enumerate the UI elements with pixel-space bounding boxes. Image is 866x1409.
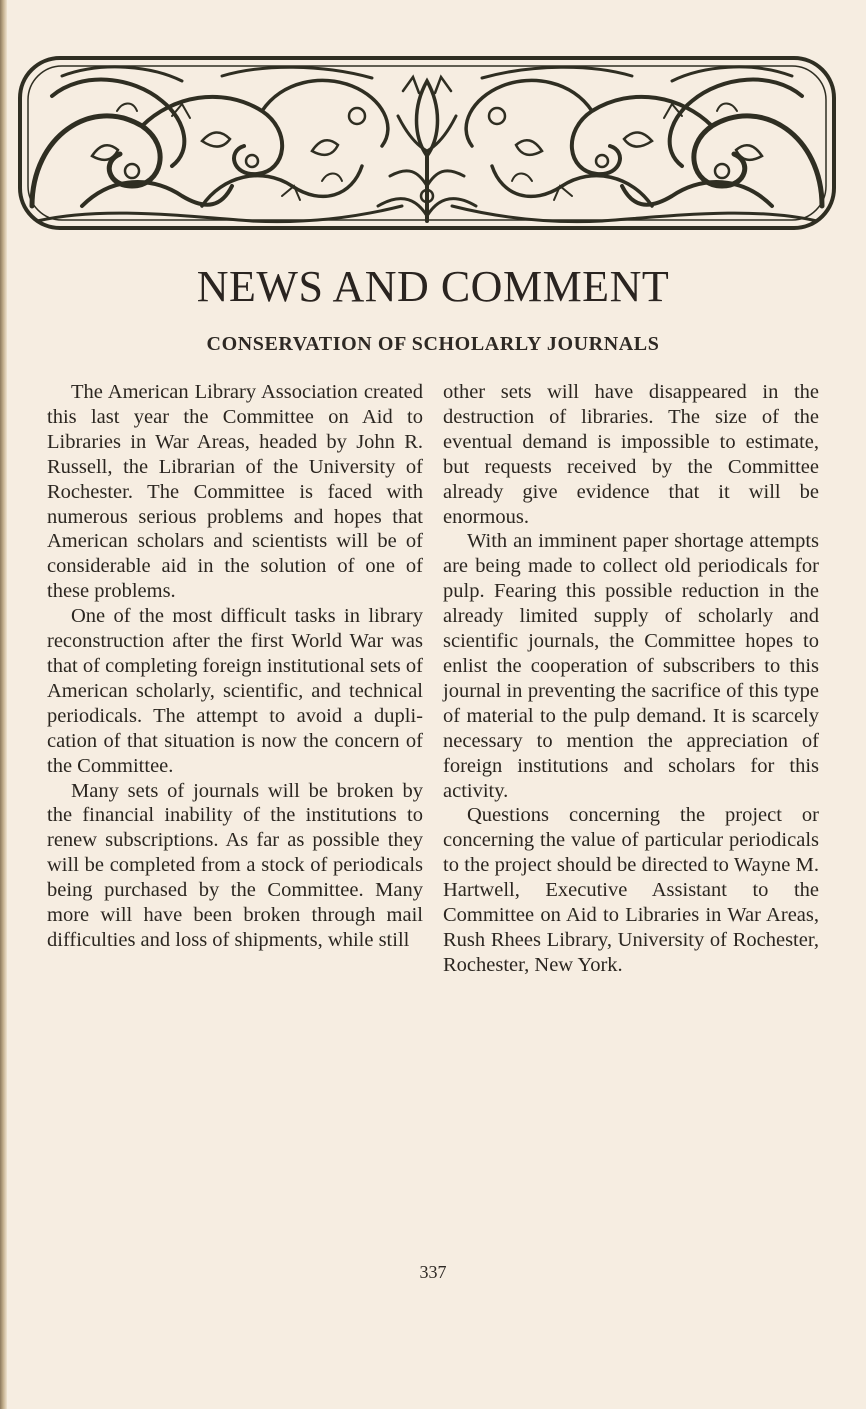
floral-scroll-headpiece-icon (18, 56, 836, 230)
paragraph: With an imminent paper shortage attempts are being made to collect old periodicals for pulp. Fearing this possible reduction in the already limited supply of scholarly and scientific journals, the Committee hopes to enlist the cooperation of subscribers to this journal in preventing the sacrifice of this type of material to the pulp demand. It is scarcely necessary to mention the appreciation of foreign institutions and scholars for this activity. (443, 530, 819, 802)
page-number: 337 (419, 1262, 447, 1282)
paragraph: One of the most difficult tasks in library reconstruction after the first World War was that of completing foreign institutional sets of American scholarly, scientific, and technical periodicals. The attempt to avoid a duplication of that situation is now the concern of the Committee. (47, 605, 423, 777)
paragraph: Questions concerning the project or concerning the value of particular periodicals to the project should be directed to Wayne M. Hartwell, Executive Assistant to the Committee on Aid to Libraries in War Areas, Rush Rhees Library, University of Rochester, Rochester, New York. (443, 804, 819, 976)
right-column (443, 380, 819, 978)
page-binding-edge (0, 0, 7, 1409)
section-title: CONSERVATION OF SCHOLARLY JOURNALS (206, 333, 660, 355)
paragraph: Many sets of journals will be broken by the financial inability of the institutions to renew subscriptions. As far as possible they will be completed from a stock of periodicals being purchased by the Committee. Many more will have been broken through mail difficulties and loss of shipments, while still (47, 779, 423, 951)
paragraph: The American Library Association created this last year the Committee on Aid to Libraries in War Areas, headed by John R. Russell, the Librarian of the University of Rochester. The Committee is faced with numerous serious problems and hopes that American scholars and scientists will be of considerable aid in the solution of one of these problems. (47, 381, 423, 603)
paragraph-continuation: other sets will have disappeared in the destruction of libraries. The size of the eventual demand is impossible to estimate, but requests received by the Committee already give evidence that it will be enormous. (443, 381, 819, 528)
left-column (47, 380, 423, 953)
page-title: NEWS AND COMMENT (196, 262, 670, 311)
